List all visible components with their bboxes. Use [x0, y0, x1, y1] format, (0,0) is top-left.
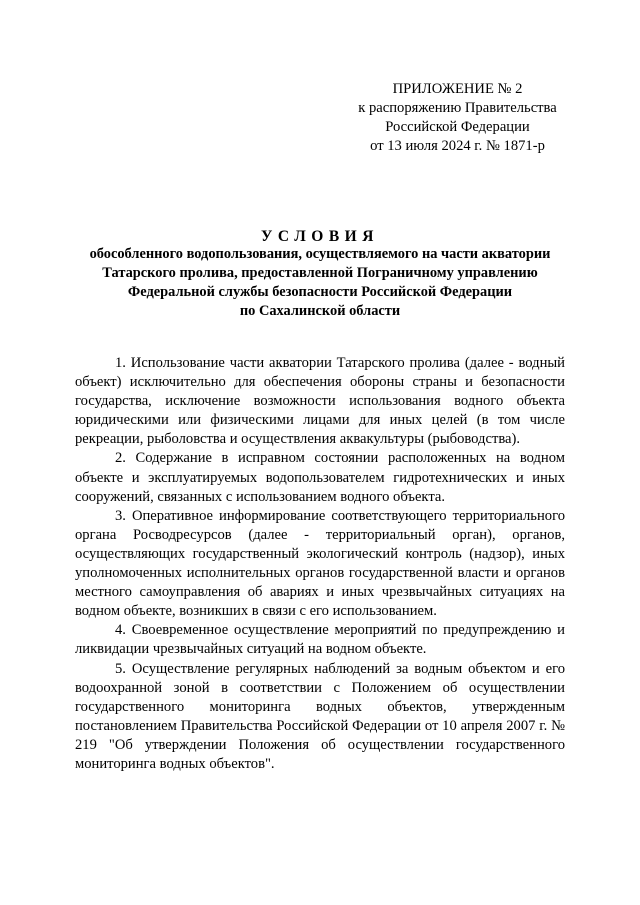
document-body — [75, 354, 565, 774]
subtitle-line: Федеральной службы безопасности Российской Федерации — [127, 284, 513, 300]
paragraph-3: 3. Оперативное информирование соответствующего территориального органа Росводресурсов (далее - территориальный орган), органов, осуществляющих государственный экологический контроль (надзор), иных уполномоченных исполнительных органов государственной власти и органов местного самоуправления об авариях и иных чрезвычайных ситуациях на водном объекте, возникших в связи с его использованием. — [75, 507, 565, 620]
appendix-header — [340, 80, 575, 156]
appendix-authority: Российской Федерации — [385, 119, 530, 135]
document-title: УСЛОВИЯ — [261, 228, 379, 245]
appendix-number: ПРИЛОЖЕНИЕ № 2 — [392, 81, 523, 97]
appendix-date-number: от 13 июля 2024 г. № 1871-р — [370, 138, 545, 154]
appendix-reference: к распоряжению Правительства — [358, 100, 557, 116]
paragraph-1: 1. Использование части акватории Татарского пролива (далее - водный объект) исключительно для обеспечения обороны страны и безопасности государства, исключение возможности использования водного объекта юридическими или физическими лицами для иных целей (в том числе рекреации, рыболовства и осуществления аквакультуры (рыбоводства). — [75, 355, 565, 448]
subtitle-line: обособленного водопользования, осуществляемого на части акватории — [89, 246, 551, 262]
document-subtitle — [60, 245, 580, 321]
subtitle-line: Татарского пролива, предоставленной Пограничному управлению — [102, 265, 538, 281]
paragraph-2: 2. Содержание в исправном состоянии расположенных на водном объекте и эксплуатируемых водопользователем гидротехнических и иных сооружений, связанных с использованием водного объекта. — [75, 450, 565, 505]
paragraph-5: 5. Осуществление регулярных наблюдений за водным объектом и его водоохранной зоной в соответствии с Положением об осуществлении государственного мониторинга водных объектов, утвержденным постановлением Правительства Российской Федерации от 10 апреля 2007 г. № 219 "Об утверждении Положения об осуществлении государственного мониторинга водных объектов". — [75, 660, 565, 772]
subtitle-line: по Сахалинской области — [239, 303, 401, 319]
paragraph-4: 4. Своевременное осуществление мероприятий по предупреждению и ликвидации чрезвычайных ситуаций на водном объекте. — [75, 622, 565, 658]
